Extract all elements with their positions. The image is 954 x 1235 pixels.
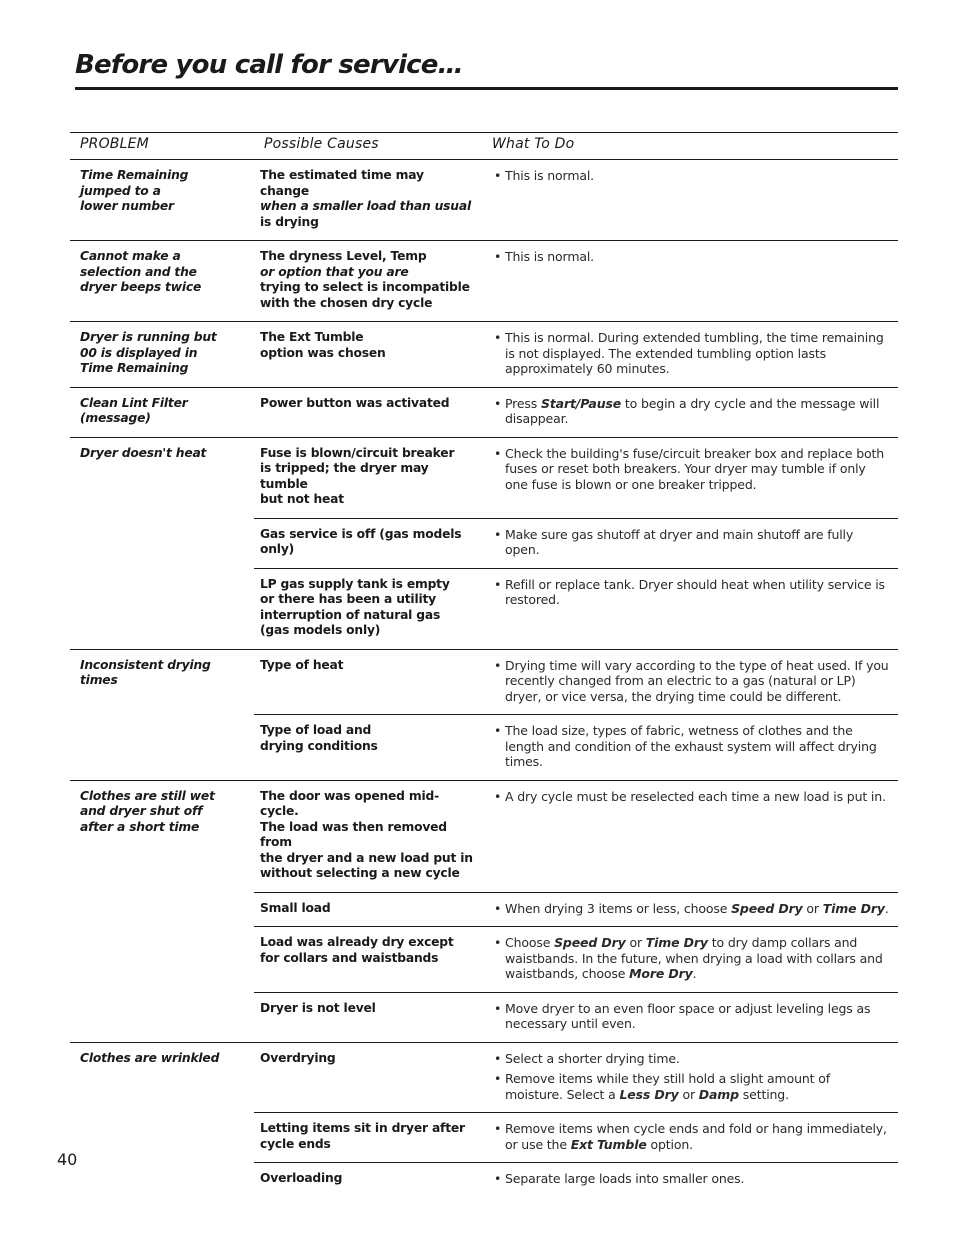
what-to-do-cell: [482, 160, 898, 241]
bullet-icon: •: [494, 1171, 502, 1186]
troubleshooting-table: [70, 132, 898, 1197]
cause-cell: Type of load and drying conditions: [254, 715, 482, 781]
what-to-do-cell: [482, 892, 898, 927]
bullet-text: Select a shorter drying time.: [505, 1050, 680, 1066]
cause-cell: Small load: [254, 892, 482, 927]
what-to-do-cell: [482, 992, 898, 1042]
bullet-text: Refill or replace tank. Dryer should heat when utility service is restored.: [505, 576, 885, 607]
header-problem: PROBLEM: [70, 133, 254, 160]
table-row: [70, 322, 898, 388]
bullet-icon: •: [494, 526, 502, 542]
table-row: [70, 780, 898, 892]
cause-cell: Gas service is off (gas models only): [254, 518, 482, 568]
bullet-item: [494, 249, 890, 265]
bullet-icon: •: [494, 1071, 502, 1086]
table-row: [70, 387, 898, 437]
table-row: [70, 1042, 898, 1113]
problem-cell: Dryer is running but 00 is displayed in Time Remaining: [70, 322, 254, 388]
title-rule: [75, 87, 898, 90]
problem-cell: Clean Lint Filter (message): [70, 387, 254, 437]
problem-cell: Inconsistent drying times: [70, 649, 254, 780]
bullet-text: This is normal. During extended tumbling, the time remaining is not displayed. The extended tumbling option lasts approximately 60 minutes.: [505, 330, 884, 376]
problem-cell: Cannot make a selection and the dryer beeps twice: [70, 241, 254, 322]
what-to-do-cell: [482, 715, 898, 781]
bullet-item: [494, 1071, 890, 1102]
header-possible-causes: Possible Causes: [254, 133, 482, 160]
cause-cell: Load was already dry except for collars and waistbands: [254, 927, 482, 993]
emphasis-text: Speed Dry: [554, 935, 626, 950]
table-row: [70, 649, 898, 715]
bullet-icon: •: [494, 330, 502, 345]
bullet-text: Remove items while they still hold a slight amount of moisture. Select a Less Dry or Damp setting.: [505, 1071, 830, 1102]
bullet-text: Choose Speed Dry or Time Dry to dry damp collars and waistbands. In the future, when drying a load with collars and waistbands, choose More Dry.: [505, 935, 883, 981]
cause-cell: Letting items sit in dryer after cycle ends: [254, 1113, 482, 1163]
what-to-do-cell: [482, 1042, 898, 1113]
bullet-text: A dry cycle must be reselected each time a new load is put in.: [505, 788, 886, 804]
bullet-text: Press Start/Pause to begin a dry cycle and the message will disappear.: [505, 395, 880, 426]
emphasis-text: Speed Dry: [731, 900, 803, 916]
problem-cell: Time Remaining jumped to a lower number: [80, 168, 189, 213]
problem-cell: Clothes are wrinkled: [70, 1042, 254, 1197]
emphasis-text: Less Dry: [619, 1086, 679, 1102]
bullet-item: [494, 396, 890, 427]
bullet-text: Make sure gas shutoff at dryer and main shutoff are fully open.: [505, 526, 854, 557]
what-to-do-cell: [482, 241, 898, 322]
cause-cell: LP gas supply tank is empty or there has been a utility interruption of natural gas (gas models only): [254, 568, 482, 649]
emphasis-text: Damp: [698, 1086, 739, 1102]
emphasis-text: Start/Pause: [540, 395, 622, 411]
emphasis-text: Ext Tumble: [570, 1136, 647, 1152]
emphasis-text: Time Dry: [645, 935, 708, 950]
what-to-do-cell: [482, 649, 898, 715]
bullet-icon: •: [494, 576, 502, 592]
what-to-do-cell: [482, 322, 898, 388]
bullet-item: [494, 577, 890, 608]
bullet-item: [494, 723, 890, 770]
table-header-row: [70, 133, 898, 160]
bullet-text: Check the building's fuse/circuit breaker box and replace both fuses or reset both breakers. Your dryer may tumble if only one fuse is blown or one breaker tripped.: [505, 445, 885, 492]
bullet-icon: •: [494, 445, 502, 461]
emphasis-text: Time Dry: [822, 900, 885, 916]
table-row: [70, 437, 898, 518]
bullet-text: Move dryer to an even floor space or adjust leveling legs as necessary until even.: [505, 1000, 871, 1031]
bullet-text: This is normal.: [505, 249, 594, 264]
cause-cell: Power button was activated: [254, 387, 482, 437]
bullet-item: [494, 1051, 890, 1067]
bullet-text: When drying 3 items or less, choose Speed Dry or Time Dry.: [505, 900, 889, 916]
bullet-icon: •: [494, 1121, 502, 1136]
cause-cell: The estimated time may change when a smaller load than usual is drying: [260, 168, 471, 229]
bullet-icon: •: [494, 788, 502, 804]
bullet-item: [494, 1171, 890, 1187]
cause-cell: Type of heat: [254, 649, 482, 715]
italic-text: when a smaller load than usual: [260, 199, 471, 213]
table-body: [70, 160, 898, 1197]
bullet-icon: •: [494, 249, 502, 264]
bullet-item: [494, 168, 890, 184]
bullet-icon: •: [494, 657, 502, 673]
cause-cell: Overdrying: [254, 1042, 482, 1113]
bullet-icon: •: [494, 395, 502, 411]
header-what-to-do: What To Do: [482, 133, 898, 160]
table-row: [70, 241, 898, 322]
bullet-item: [494, 901, 890, 917]
italic-text: or option that you are: [260, 264, 409, 279]
cause-cell: Dryer is not level: [254, 992, 482, 1042]
cause-cell: The dryness Level, Temp or option that you are trying to select is incompatible with the chosen dry cycle: [254, 241, 482, 322]
bullet-icon: •: [494, 1000, 502, 1016]
what-to-do-cell: [482, 927, 898, 993]
bullet-item: [494, 527, 890, 558]
what-to-do-cell: [482, 437, 898, 518]
what-to-do-cell: [482, 780, 898, 892]
bullet-icon: •: [494, 1050, 502, 1066]
bullet-item: [494, 658, 890, 705]
bullet-icon: •: [494, 723, 502, 738]
bullet-text: Remove items when cycle ends and fold or hang immediately, or use the Ext Tumble option.: [505, 1121, 887, 1152]
bullet-item: [494, 1001, 890, 1032]
page-number: 40: [57, 1150, 78, 1169]
bullet-item: [494, 1121, 890, 1152]
bullet-text: Separate large loads into smaller ones.: [505, 1171, 745, 1186]
bullet-text: This is normal.: [505, 168, 594, 183]
cause-cell: The door was opened mid-cycle. The load was then removed from the dryer and a new load put in without selecting a new cycle: [254, 780, 482, 892]
bullet-text: The load size, types of fabric, wetness of clothes and the length and condition of the exhaust system will affect drying times.: [505, 723, 877, 769]
problem-cell: Clothes are still wet and dryer shut off after a short time: [70, 780, 254, 1042]
table-row: [70, 160, 898, 241]
bullet-icon: •: [494, 935, 502, 950]
cause-cell: The Ext Tumble option was chosen: [254, 322, 482, 388]
bullet-text: Drying time will vary according to the type of heat used. If you recently changed from an electric to a gas (natural or LP) dryer, or vice versa, the drying time could be different.: [505, 657, 889, 704]
cause-cell: Fuse is blown/circuit breaker is tripped; the dryer may tumble but not heat: [254, 437, 482, 518]
cause-cell: Overloading: [254, 1163, 482, 1197]
bullet-item: [494, 446, 890, 493]
what-to-do-cell: [482, 518, 898, 568]
bullet-icon: •: [494, 168, 502, 183]
what-to-do-cell: [482, 387, 898, 437]
page-title: Before you call for service…: [75, 50, 463, 80]
what-to-do-cell: [482, 568, 898, 649]
bullet-item: [494, 789, 890, 805]
what-to-do-cell: [482, 1163, 898, 1197]
bullet-item: [494, 935, 890, 982]
problem-cell: Dryer doesn't heat: [70, 437, 254, 649]
what-to-do-cell: [482, 1113, 898, 1163]
bullet-icon: •: [494, 900, 502, 916]
emphasis-text: More Dry: [629, 966, 693, 981]
bullet-item: [494, 330, 890, 377]
